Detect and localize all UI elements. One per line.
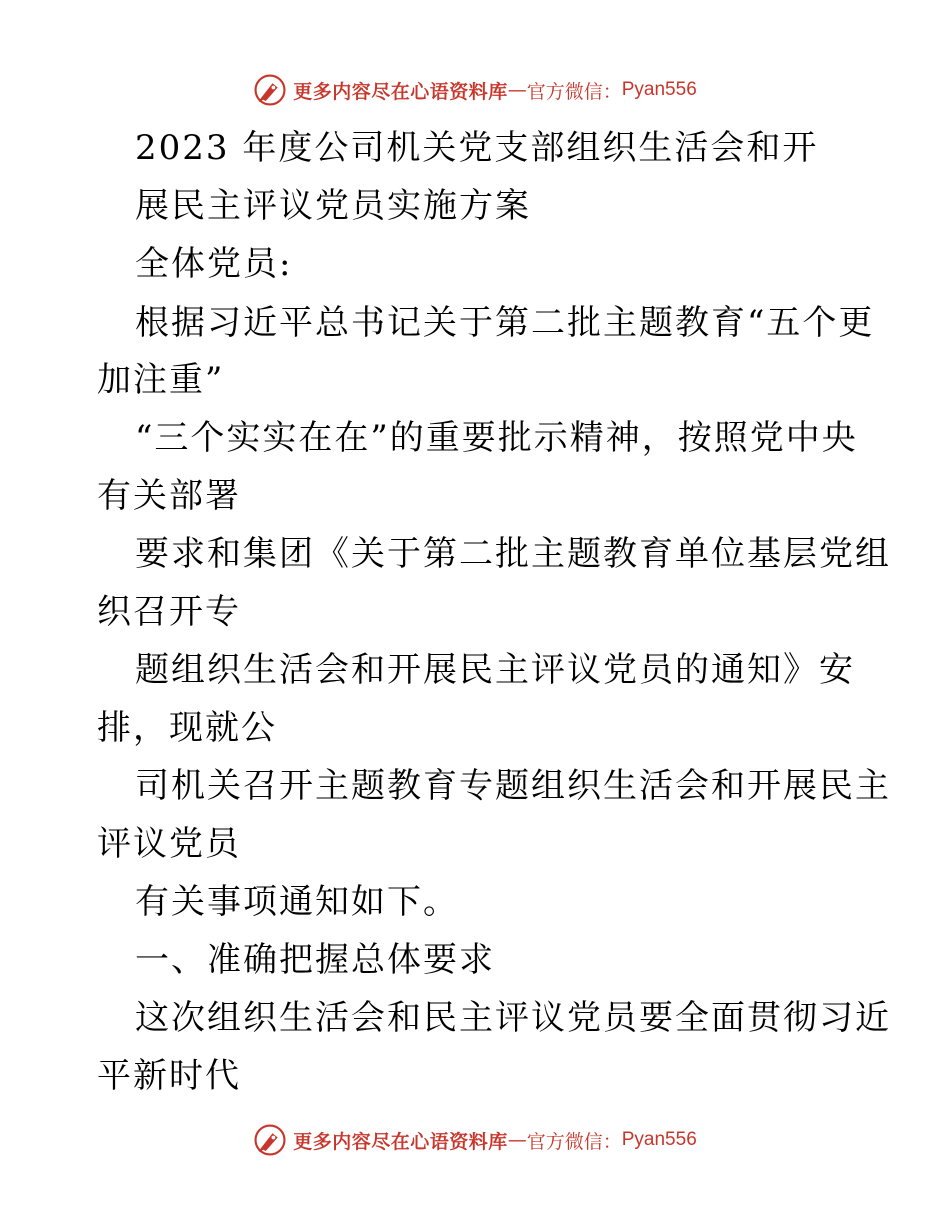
body-line: “三个实实在在”的重要批示精神，按照党中央 (135, 418, 858, 458)
watermark-wechat-label: 官方微信： (526, 1130, 622, 1153)
body-line: 题组织生活会和开展民主评议党员的通知》安 (135, 650, 855, 690)
pen-nib-logo-icon (253, 1123, 287, 1157)
body-line: 排，现就公 (97, 708, 277, 748)
salutation: 全体党员: (135, 244, 293, 284)
document-title-line-2: 展民主评议党员实施方案 (135, 186, 531, 226)
body-line: 平新时代 (97, 1056, 241, 1096)
watermark-dash: — (507, 1129, 527, 1151)
watermark-wechat-account: Pyan556 (621, 1129, 697, 1150)
pen-nib-logo-icon (253, 73, 287, 107)
body-line: 有关部署 (97, 476, 241, 516)
body-line: 加注重” (97, 360, 225, 400)
footer-watermark (0, 1120, 950, 1160)
header-watermark (0, 70, 950, 110)
body-line: 评议党员 (97, 824, 241, 864)
watermark-dash: — (507, 79, 527, 101)
watermark-wechat-account: Pyan556 (621, 79, 697, 100)
body-line: 司机关召开主题教育专题组织生活会和开展民主 (135, 766, 891, 806)
watermark-wechat-label: 官方微信： (526, 80, 622, 103)
body-line: 要求和集团《关于第二批主题教育单位基层党组 (135, 534, 891, 574)
body-line: 织召开专 (97, 592, 241, 632)
body-line: 有关事项通知如下。 (135, 882, 459, 922)
body-line: 根据习近平总书记关于第二批主题教育“五个更 (135, 303, 875, 343)
section-heading: 一、准确把握总体要求 (135, 940, 495, 980)
body-line: 这次组织生活会和民主评议党员要全面贯彻习近 (135, 998, 891, 1038)
document-title-line-1: 2023 年度公司机关党支部组织生活会和开 (135, 128, 819, 168)
watermark-site-text: 更多内容尽在心语资料库 (293, 80, 508, 103)
watermark-site-text: 更多内容尽在心语资料库 (293, 1130, 508, 1153)
